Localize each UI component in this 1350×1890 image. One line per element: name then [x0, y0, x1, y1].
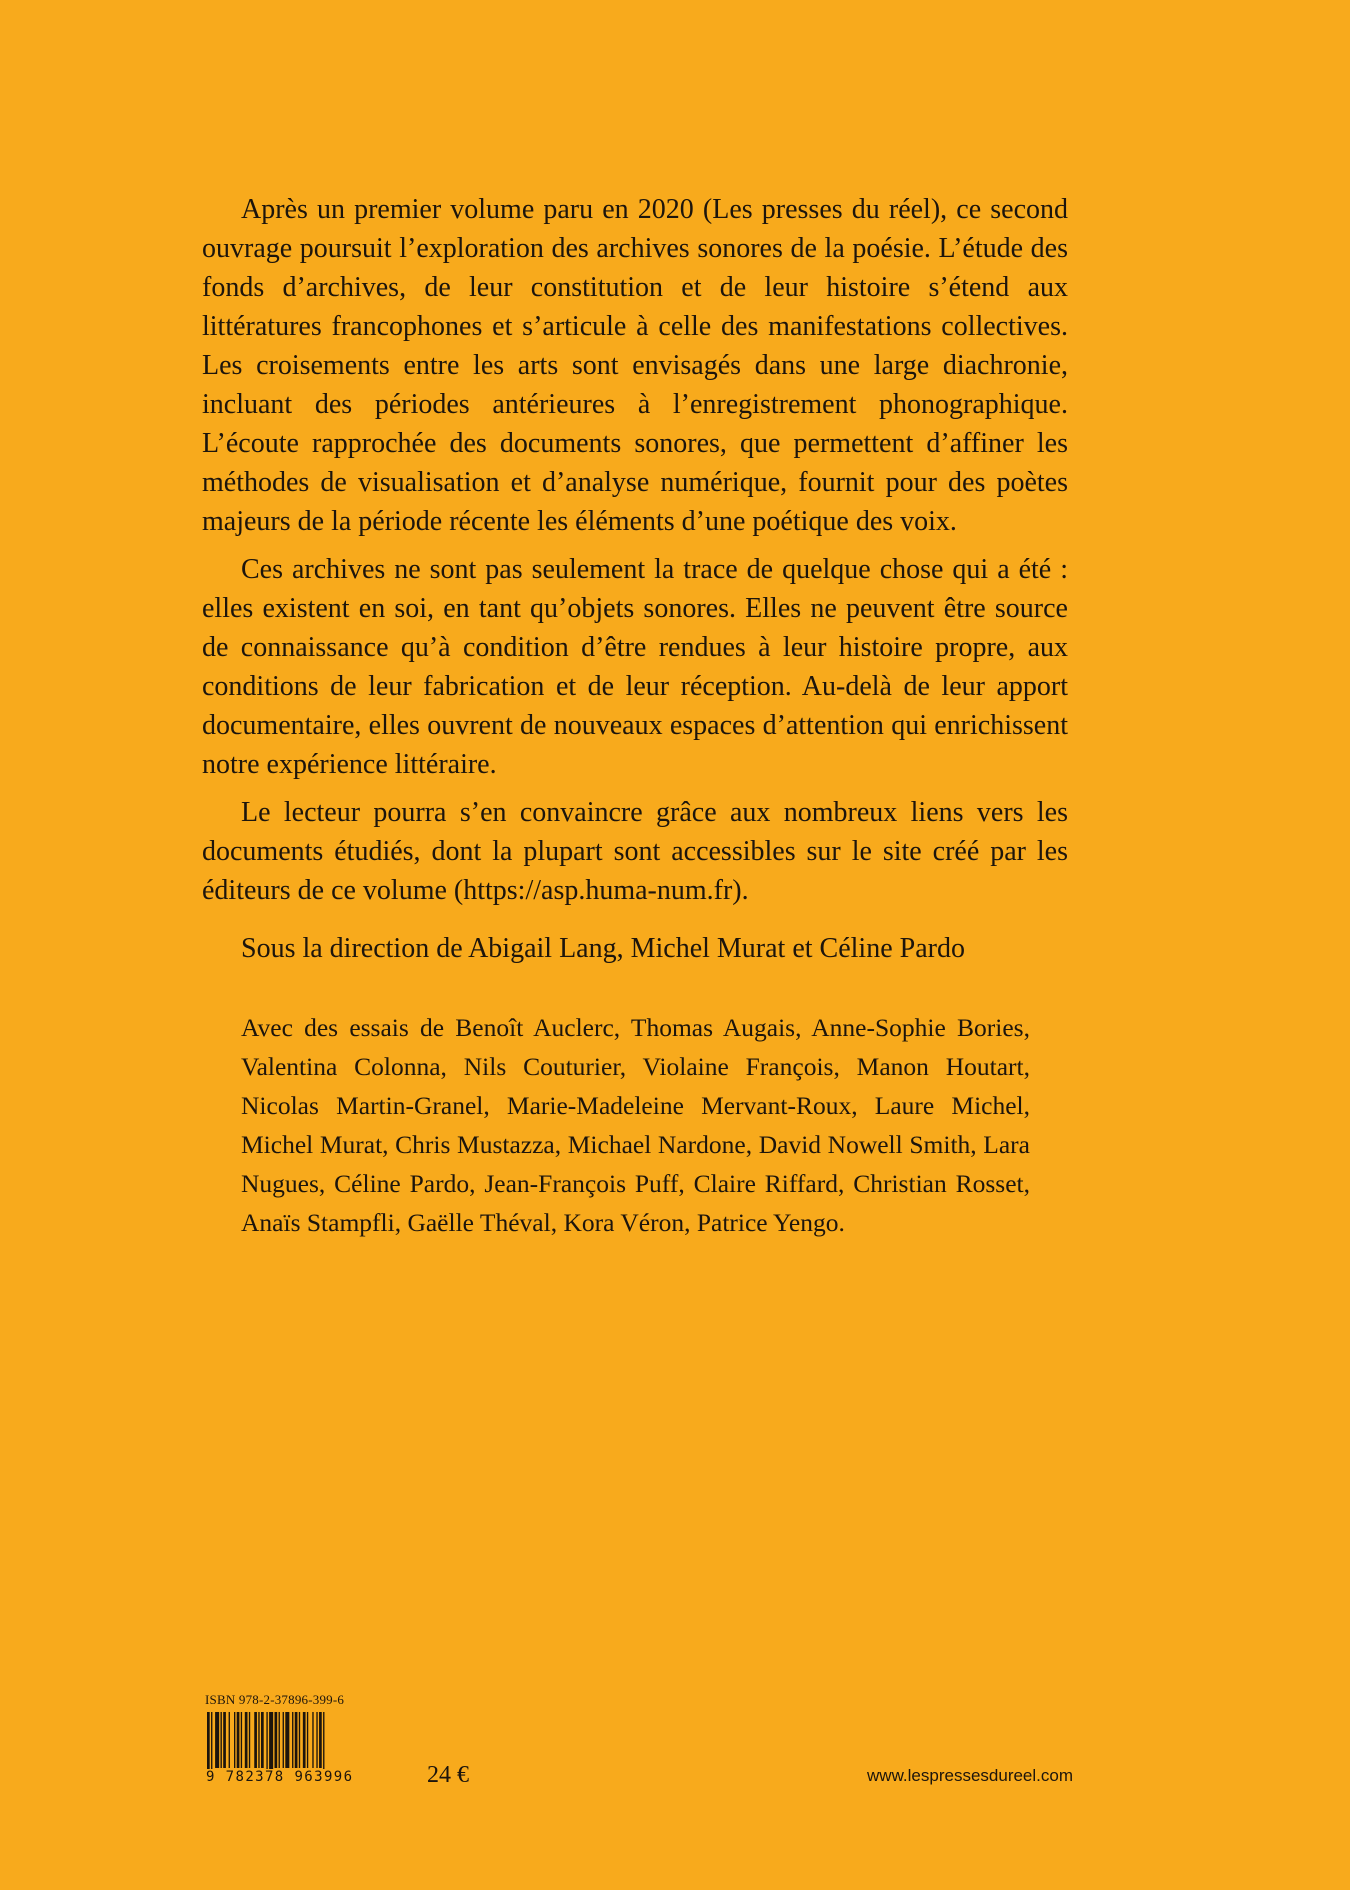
barcode-bar [303, 1712, 306, 1768]
barcode-bar [207, 1712, 210, 1776]
barcode-bar [266, 1712, 267, 1776]
barcode-bar [229, 1712, 230, 1768]
barcode-bar [292, 1712, 293, 1768]
barcode-bar [221, 1712, 222, 1768]
barcode-bar [283, 1712, 284, 1768]
barcode-bar [279, 1712, 280, 1768]
blurb-paragraph-2: Ces archives ne sont pas seulement la trace de quelque chose qui a été : elles existent en soi, en tant qu’objets sonores. Elles ne peuvent être source de connaissance qu’à condition d’être rendues à leur histoire propre, aux conditions de leur fabrication et de leur réception. Au-delà de leur apport documentaire, elles ouvrent de nouveaux espaces d’attention qui enrichissent notre expérience littéraire. [202, 554, 1068, 780]
blurb-paragraph-3: Le lecteur pourra s’en convaincre grâce aux nombreux liens vers les documents étudiés, dont la plupart sont accessibles sur le site créé par les éditeurs de ce volume (https://asp.huma-num.fr). [202, 797, 1068, 906]
barcode-bar [261, 1712, 264, 1768]
barcode-bar [295, 1712, 298, 1768]
barcode-icon [205, 1712, 365, 1776]
barcode-bar [323, 1712, 324, 1776]
barcode-bar [269, 1712, 273, 1776]
barcode-bar [249, 1712, 250, 1768]
barcode-bar [285, 1712, 289, 1768]
barcode-bar [319, 1712, 322, 1768]
blurb-paragraph-1: Après un premier volume paru en 2020 (Les presses du réel), ce second ouvrage poursuit l’exploration des archives sonores de la poésie. L’étude des fonds d’archives, de leur constitution et de leur histoire s’étend aux littératures francophones et s’articule à celle des manifestations collectives. Les croisements entre les arts sont envisagés dans une large diachronie, incluant des périodes antérieures à l’enregistrement phonographique. L’écoute rapprochée des documents sonores, que permettent d’affiner les méthodes de visualisation et d’analyse numérique, fournit pour des poètes majeurs de la période récente les éléments d’une poétique des voix. [202, 194, 1068, 537]
barcode-bar [245, 1712, 248, 1768]
price: 24 € [427, 1762, 469, 1788]
barcode-bar [299, 1712, 300, 1768]
barcode-bar [241, 1712, 242, 1768]
barcode-bar [307, 1712, 308, 1768]
barcode-bar [312, 1712, 313, 1768]
barcode-bar [275, 1712, 278, 1768]
barcode-bar [215, 1712, 219, 1768]
barcode-bar [237, 1712, 240, 1768]
blurb [202, 190, 1068, 919]
contributors-list: Avec des essais de Benoît Auclerc, Thomas Augais, Anne-Sophie Bories, Valentina Colonna, Nils Couturier, Violaine François, Manon Houtart, Nicolas Martin-Granel, Marie-Madeleine Mervant-Roux, Laure Michel, Michel Murat, Chris Mustazza, Michael Nardone, David Nowell Smith, Lara Nugues, Céline Pardo, Jean-François Puff, Claire Riffard, Christian Rosset, Anaïs Stampfli, Gaëlle Théval, Kora Véron, Patrice Yengo. [241, 1013, 1030, 1237]
publisher-website: www.lespressesdureel.com [867, 1766, 1073, 1785]
barcode-bar [254, 1712, 257, 1768]
isbn-label: ISBN 978-2-37896-399-6 [205, 1692, 345, 1707]
barcode-digits: 9 782378 963996 [206, 1769, 354, 1785]
editors-credit: Sous la direction de Abigail Lang, Michel Murat et Céline Pardo [241, 933, 965, 964]
barcode-bar [234, 1712, 235, 1768]
barcode-bar [258, 1712, 259, 1768]
barcode-bar [223, 1712, 226, 1768]
barcode-bar [316, 1712, 317, 1768]
barcode-bar [211, 1712, 212, 1776]
